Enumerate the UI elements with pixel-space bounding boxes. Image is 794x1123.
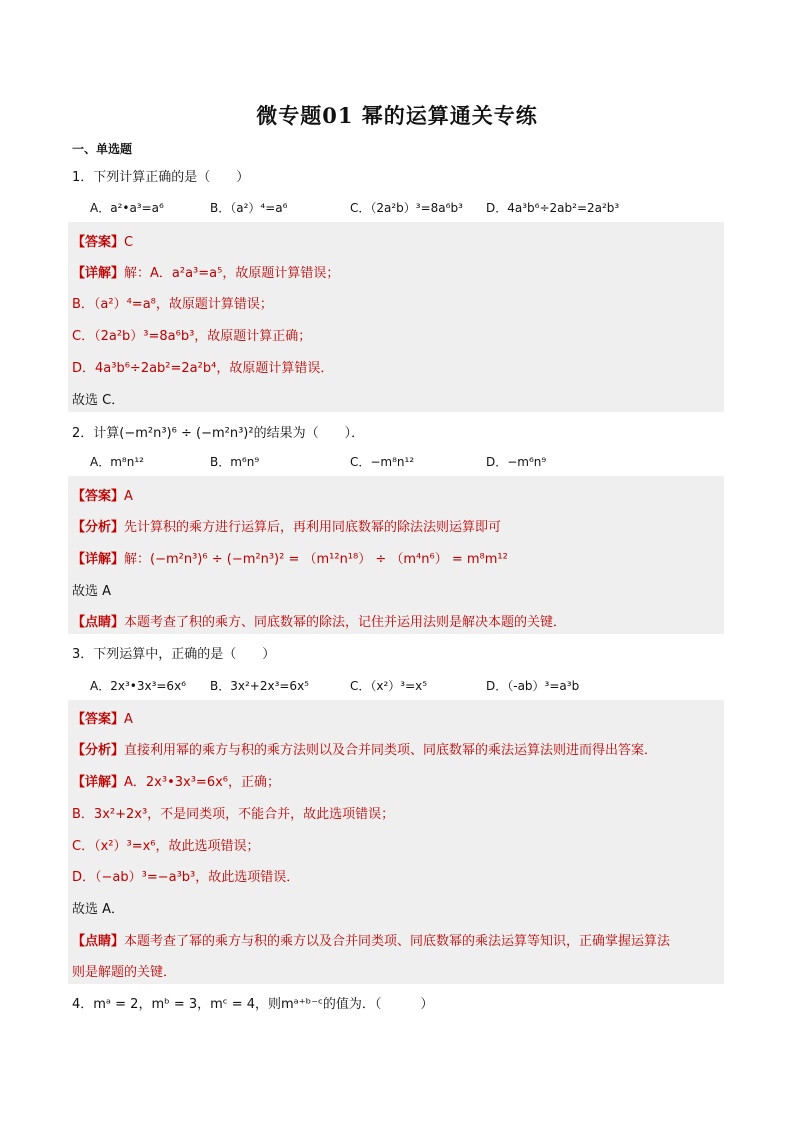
comment-tag: 【点睛】 (72, 615, 125, 630)
q1-detail-line-3: C．（2a²b）³=8a⁶b³，故原题计算正确； (72, 329, 312, 344)
q3-option-c: C．（x²）³=x⁵ (350, 679, 428, 693)
q3-detail-line-2: B．3x²+2x³，不是同类项，不能合并，故此选项错误； (72, 807, 395, 822)
analysis-tag: 【分析】 (72, 743, 125, 758)
page-title: 微专题01 幂的运算通关专练 (256, 103, 538, 128)
q3-stem: 3．下列运算中，正确的是（ ） (72, 647, 276, 662)
q3-choose: 故选 A． (72, 902, 125, 917)
detail-text: 解：(−m²n³)⁶ ÷ (−m²n³)² = （m¹²n¹⁸） ÷ （m⁴n⁶） = m⁸m¹² (124, 552, 508, 567)
q2-option-a: A．m⁸n¹² (90, 455, 144, 469)
detail-text: 解：A．a²a³=a⁵，故原题计算错误； (124, 266, 340, 281)
answer-tag: 【答案】 (72, 235, 125, 250)
q1-detail-line-1 (72, 262, 339, 281)
answer-value: A (124, 489, 133, 504)
q1-detail-line-4: D．4a³b⁶÷2ab²=2a²b⁴，故原题计算错误． (72, 361, 334, 376)
q3-comment-line-1 (72, 930, 670, 949)
q2-choose: 故选 A (72, 584, 112, 599)
analysis-tag: 【分析】 (72, 520, 125, 535)
comment-text: 本题考查了积的乘方、同底数幂的除法，记住并运用法则是解决本题的关键． (124, 615, 567, 630)
q2-comment (72, 611, 566, 630)
detail-text: A．2x³•3x³=6x⁶，正确； (124, 775, 280, 790)
q3-option-a: A．2x³•3x³=6x⁶ (90, 679, 186, 693)
q2-stem: 2．计算(−m²n³)⁶ ÷ (−m²n³)²的结果为（ ）． (72, 426, 365, 441)
q4-stem: 4．mᵃ = 2，mᵇ = 3，mᶜ = 4，则mᵃ⁺ᵇ⁻ᶜ的值为．（ ） (72, 997, 434, 1012)
q3-option-d: D．（-ab）³=a³b (486, 679, 580, 693)
q1-option-b: B．（a²）⁴=a⁶ (210, 201, 288, 215)
q1-answer (72, 231, 133, 250)
q3-detail-line-1 (72, 771, 280, 790)
q2-analysis (72, 516, 501, 535)
q2-detail (72, 548, 508, 567)
q3-detail-line-3: C．（x²）³=x⁶，故此选项错误； (72, 839, 260, 854)
analysis-text: 先计算积的乘方进行运算后，再利用同底数幂的除法法则运算即可 (124, 520, 502, 535)
q3-comment-line-2: 则是解题的关键． (72, 965, 177, 980)
q1-option-d: D．4a³b⁶÷2ab²=2a²b³ (486, 201, 620, 215)
q1-choose: 故选 C． (72, 393, 125, 408)
detail-tag: 【详解】 (72, 552, 125, 567)
answer-value: C (124, 235, 134, 250)
q1-solution-box (68, 222, 724, 412)
q2-option-c: C．−m⁸n¹² (350, 455, 415, 469)
q3-detail-line-4: D．（−ab）³=−a³b³，故此选项错误． (72, 870, 300, 885)
q3-analysis (72, 739, 657, 758)
q1-option-c: C．（2a²b）³=8a⁶b³ (350, 201, 463, 215)
q2-option-b: B．m⁶n⁹ (210, 455, 260, 469)
answer-value: A (124, 712, 133, 727)
q1-detail-line-2: B．（a²）⁴=a⁸，故原题计算错误； (72, 297, 273, 312)
detail-tag: 【详解】 (72, 266, 125, 281)
section-heading: 一、单选题 (72, 142, 133, 156)
q1-stem: 1．下列计算正确的是（ ） (72, 170, 250, 185)
q2-option-d: D．−m⁶n⁹ (486, 455, 547, 469)
comment-text: 本题考查了幂的乘方与积的乘方以及合并同类项、同底数幂的乘法运算等知识，正确掌握运算法 (124, 934, 671, 949)
answer-tag: 【答案】 (72, 489, 125, 504)
q2-answer (72, 485, 133, 504)
detail-tag: 【详解】 (72, 775, 125, 790)
analysis-text: 直接利用幂的乘方与积的乘方法则以及合并同类项、同底数幂的乘法运算法则进而得出答案． (124, 743, 658, 758)
q3-answer (72, 708, 133, 727)
q3-option-b: B．3x²+2x³=6x⁵ (210, 679, 309, 693)
q1-option-a: A．a²•a³=a⁶ (90, 201, 164, 215)
comment-tag: 【点睛】 (72, 934, 125, 949)
answer-tag: 【答案】 (72, 712, 125, 727)
